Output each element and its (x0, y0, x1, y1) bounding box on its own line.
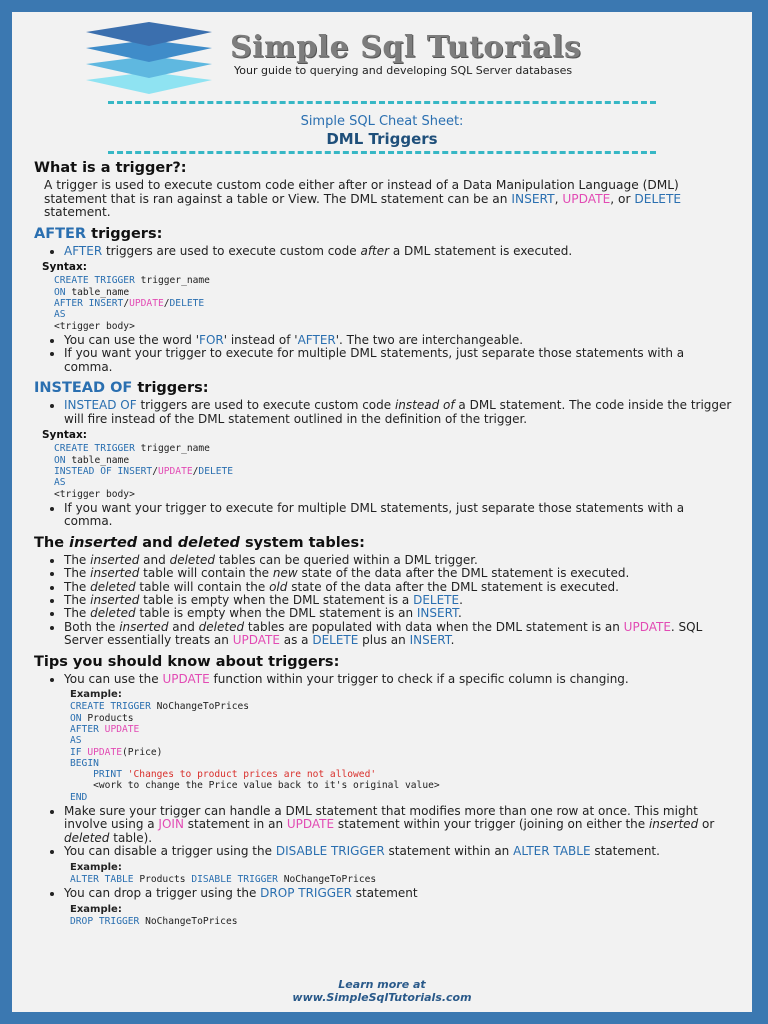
footer-line: Learn more at (338, 978, 426, 991)
intro-paragraph: A trigger is used to execute custom code either after or instead of a Data Manipulation Language (DML) statement that is ran against a table or View. The DML statement can be an INSERT, UPDATE, or DELETE statement. (44, 178, 682, 219)
cheat-sheet-page (12, 12, 752, 1012)
list-item: • The deleted table will contain the old state of the data after the DML statement is executed. (64, 581, 732, 594)
example-label: Example: (70, 903, 122, 915)
stacked-layers-logo-icon (84, 16, 214, 94)
dashed-divider (108, 151, 656, 154)
tagline: Your guide to querying and developing SQL Server databases (234, 64, 573, 77)
section-heading-after: AFTER triggers: (34, 225, 163, 242)
system-tables-list (34, 554, 732, 648)
list-item: • INSTEAD OF triggers are used to execute custom code instead of a DML statement. The code inside the trigger will fire instead of the DML statement outlined in the definition of the trigger. (64, 399, 732, 426)
syntax-label: Syntax: (42, 260, 87, 273)
list-item: • Both the inserted and deleted tables are populated with data when the DML statement is an UPDATE. SQL Server essentially treats an UPDATE as a DELETE plus an INSERT. (64, 621, 732, 648)
list-item: • The inserted table is empty when the DML statement is a DELETE. (64, 594, 732, 607)
after-list (34, 245, 732, 258)
brand-name: Simple Sql Tutorials (230, 30, 582, 65)
list-item: • If you want your trigger to execute for multiple DML statements, just separate those statements with a comma. (64, 502, 732, 529)
section-heading-what-is-trigger: What is a trigger?: (34, 160, 187, 176)
code-block: CREATE TRIGGER trigger_name ON table_name INSTEAD OF INSERT/UPDATE/DELETE AS <trigger body> (54, 443, 234, 500)
tips-list (34, 673, 732, 928)
list-item: • AFTER triggers are used to execute custom code after a DML statement is executed. (64, 245, 732, 258)
instead-notes (34, 502, 732, 529)
after-notes (34, 334, 732, 374)
subtitle: Simple SQL Cheat Sheet: (300, 114, 464, 129)
website-link[interactable]: www.SimpleSqlTutorials.com (292, 991, 472, 1004)
code-block: CREATE TRIGGER trigger_name ON table_name AFTER INSERT/UPDATE/DELETE AS <trigger body> (54, 275, 210, 332)
list-item: • The deleted table is empty when the DML statement is an INSERT. (64, 607, 732, 620)
header (12, 12, 752, 96)
content (12, 160, 752, 927)
list-item: • If you want your trigger to execute for multiple DML statements, just separate those statements with a comma. (64, 347, 732, 374)
page-title: DML Triggers (326, 130, 438, 148)
section-heading-instead-of: INSTEAD OF triggers: (34, 380, 209, 397)
list-item: • The inserted table will contain the new state of the data after the DML statement is executed. (64, 567, 732, 580)
instead-list (34, 399, 732, 426)
section-heading-system-tables: The inserted and deleted system tables: (34, 534, 365, 551)
example-label: Example: (70, 861, 122, 873)
list-item: • You can use the UPDATE function within your trigger to check if a specific column is changing. Example: CREATE TRIGGER NoChangeToPrices ON Products AFTER UPDATE AS IF UPDATE(Price) BEGIN PRINT 'Changes to product prices are not allowed' <work to change the Price value back to it's original value> END (64, 673, 732, 803)
list-item: • The inserted and deleted tables can be queried within a DML trigger. (64, 554, 732, 567)
dashed-divider (108, 101, 656, 104)
list-item: • Make sure your trigger can handle a DML statement that modifies more than one row at once. This might involve using a JOIN statement in an UPDATE statement within your trigger (joining on either the inserted or deleted table). (64, 805, 732, 845)
list-item: • You can disable a trigger using the DISABLE TRIGGER statement within an ALTER TABLE statement. Example: ALTER TABLE Products DISABLE TRIGGER NoChangeToPrices (64, 845, 732, 885)
section-heading-tips: Tips you should know about triggers: (34, 653, 340, 670)
code-block: ALTER TABLE Products DISABLE TRIGGER NoChangeToPrices (70, 874, 377, 886)
syntax-label: Syntax: (42, 428, 87, 441)
list-item: • You can use the word 'FOR' instead of 'AFTER'. The two are interchangeable. (64, 334, 732, 347)
example-label: Example: (70, 688, 122, 700)
code-block: DROP TRIGGER NoChangeToPrices (70, 916, 238, 928)
footer (12, 978, 752, 1004)
list-item: • You can drop a trigger using the DROP TRIGGER statement Example: DROP TRIGGER NoChangeToPrices (64, 887, 732, 927)
code-block: CREATE TRIGGER NoChangeToPrices ON Products AFTER UPDATE AS IF UPDATE(Price) BEGIN PRINT 'Changes to product prices are not allowed' <work to change the Price value back to it's original value> END (70, 701, 440, 803)
